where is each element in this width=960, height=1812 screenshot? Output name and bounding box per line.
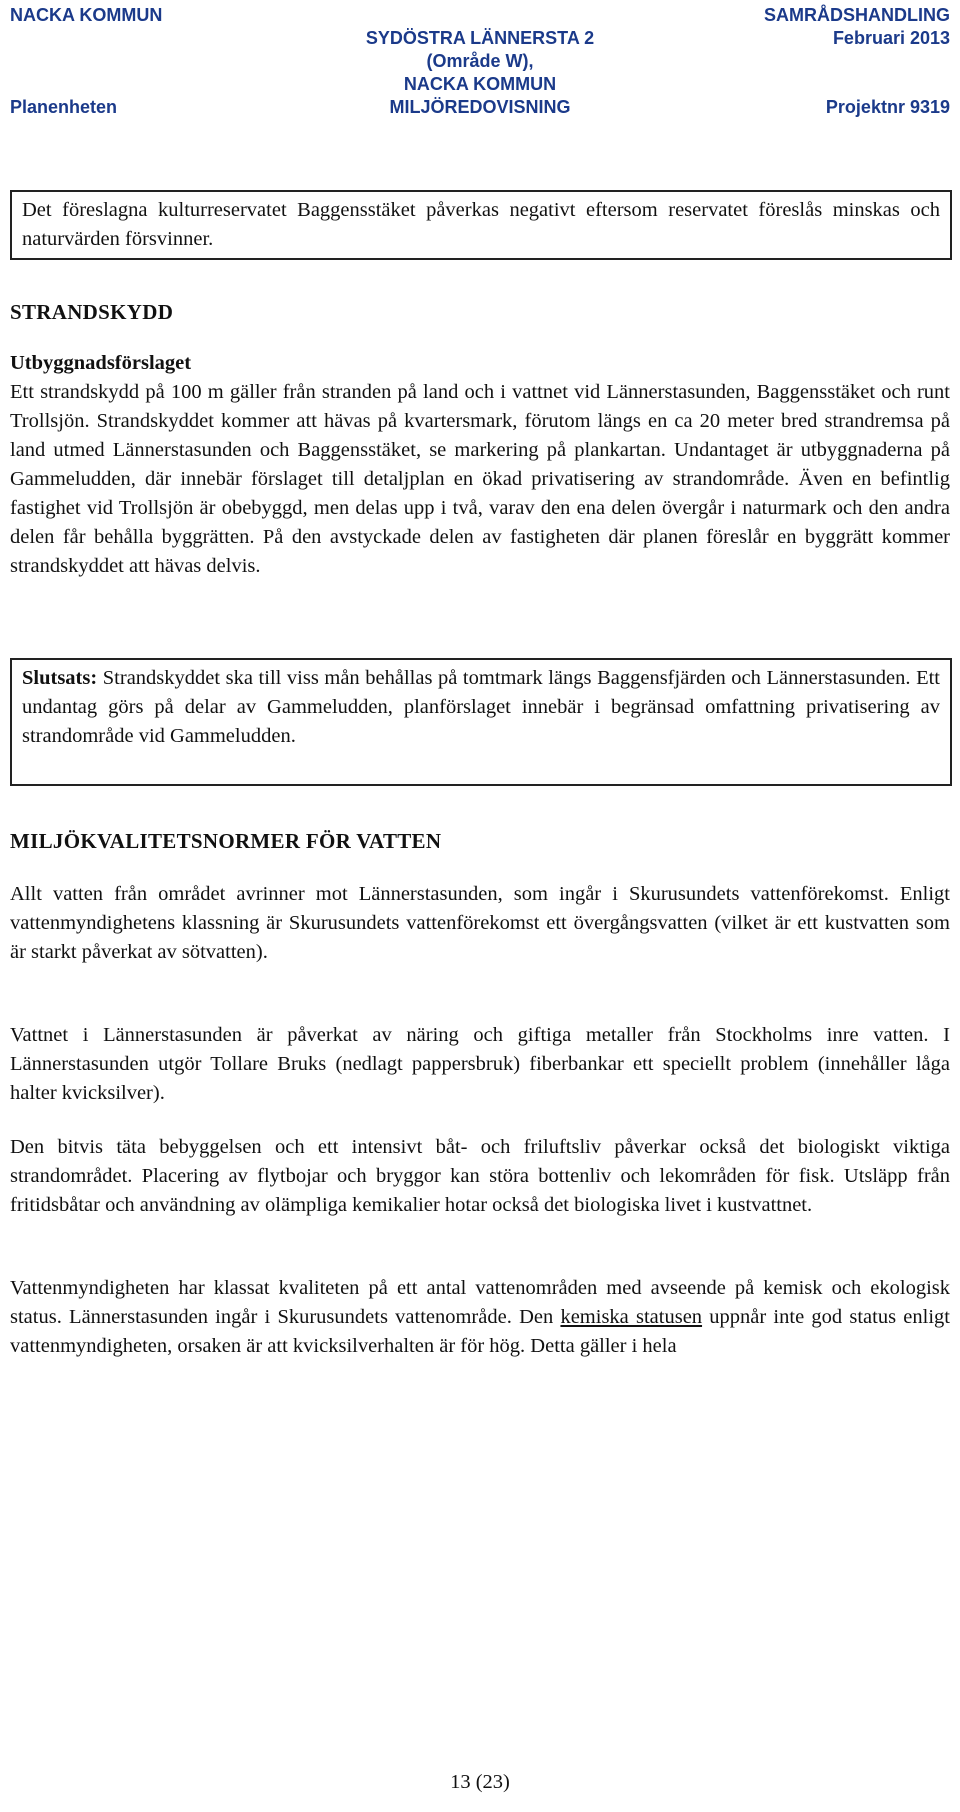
- conclusion-box-strandskydd: [10, 658, 952, 786]
- section-heading-mkn-vatten: MILJÖKVALITETSNORMER FÖR VATTEN: [10, 829, 442, 853]
- culture-reserve-text: Det föreslagna kulturreservatet Baggensstäket påverkas negativt eftersom reservatet föreslås minskas och naturvärden försvinner.: [22, 199, 940, 250]
- plan-area: (Område W),: [426, 51, 534, 71]
- document-status: SAMRÅDSHANDLING: [764, 5, 950, 25]
- project-number: Projektnr 9319: [825, 97, 950, 117]
- mkn-paragraph-1: Allt vatten från området avrinner mot Lännerstasunden, som ingår i Skurusundets vattenförekomst. Enligt vattenmyndighetens klassning är Skurusundets vattenförekomst ett övergångsvatten (vilket är ett kustvatten som är starkt påverkat av sötvatten).: [10, 883, 950, 963]
- strandskydd-body: Ett strandskydd på 100 m gäller från stranden på land och i vattnet vid Lännerstasunden, Baggensstäket och runt Trollsjön. Strandskyddet kommer att hävas på kvartersmark, förutom längs en ca 20 meter bred strandremsa på land utmed Lännerstasunden och Baggensstäket, se markering på plankartan. Undantaget är utbyggnaderna på Gammeludden, där innebär förslaget till detaljplan en ökad privatisering av strandområde. Även en befintlig fastighet vid Trollsjön är obebyggd, men delas upp i två, varav den ena delen övergår i naturmark och den andra delen får behålla byggrätten. På den avstyckade delen av fastigheten där planen föreslår en byggrätt kommer strandskyddet att hävas delvis.: [10, 381, 950, 577]
- municipality-name: NACKA KOMMUN: [10, 5, 163, 25]
- conclusion-label: Slutsats:: [22, 667, 98, 689]
- section-heading-strandskydd: STRANDSKYDD: [10, 300, 174, 324]
- mkn-p4-part1: Vattenmyndigheten har klassat kvaliteten på ett antal vattenområden med avseende på kemisk och ekologisk status. Lännerstasunden ingår i Skurusundets vattenområde. Den: [10, 1277, 950, 1328]
- mkn-paragraph-4: [10, 1274, 950, 1361]
- strandskydd-section: [10, 349, 950, 581]
- page-header: [10, 4, 950, 119]
- chemical-status-term: kemiska statusen: [560, 1306, 703, 1328]
- conclusion-text: Strandskyddet ska till viss mån behållas på tomtmark längs Baggensfjärden och Lännerstasunden. Ett undantag görs på delar av Gammeludden, planförslaget innebär i begränsad omfattning privatisering av strandområde vid Gammeludden.: [22, 667, 940, 747]
- mkn-paragraph-2: Vattnet i Lännerstasunden är påverkat av näring och giftiga metaller från Stockholms inre vatten. I Lännerstasunden utgör Tollare Bruks (nedlagt pappersbruk) fiberbankar ett speciellt problem (innehåller låga halter kvicksilver).: [10, 1024, 950, 1104]
- plan-municipality: NACKA KOMMUN: [403, 74, 557, 94]
- document-date: Februari 2013: [832, 28, 950, 48]
- mkn-paragraph-3: Den bitvis täta bebyggelsen och ett intensivt båt- och friluftsliv påverkar också det biologiskt viktiga strandområdet. Placering av flytbojar och bryggor kan störa bottenliv och lekområden för fisk. Utsläpp från fritidsbåtar och användning av olämpliga kemikalier hotar också det biologiska livet i kustvattnet.: [10, 1136, 950, 1216]
- document-type: MILJÖREDOVISNING: [389, 97, 571, 117]
- conclusion-box-culture-reserve: [10, 190, 952, 260]
- plan-title: SYDÖSTRA LÄNNERSTA 2: [365, 28, 595, 48]
- subheading-utbyggnadsforslaget: Utbyggnadsförslaget: [10, 352, 192, 374]
- strandskydd-conclusion: [22, 664, 940, 751]
- mkn-p4-part2: uppnår inte god status enligt vattenmyndigheten, orsaken är att kvicksilverhalten är för hög. Detta gäller i hela: [10, 1306, 950, 1357]
- department-name: Planenheten: [10, 97, 118, 117]
- page-number: 13 (23): [450, 1771, 510, 1793]
